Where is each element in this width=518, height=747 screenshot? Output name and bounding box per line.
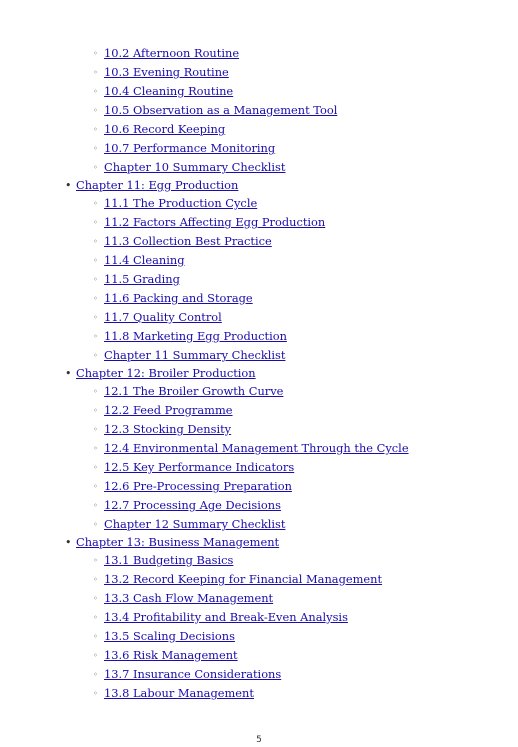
hollow-bullet-icon: ◦ [93, 163, 98, 172]
hollow-bullet-icon: ◦ [93, 613, 98, 622]
hollow-bullet-icon: ◦ [93, 256, 98, 265]
toc-link[interactable]: 12.3 Stocking Density [104, 422, 232, 436]
table-of-contents [0, 44, 518, 703]
hollow-bullet-icon: ◦ [93, 406, 98, 415]
toc-chapter-link[interactable]: Chapter 11: Egg Production [76, 178, 239, 192]
toc-link[interactable]: 13.4 Profitability and Break-Even Analysis [104, 610, 348, 624]
toc-link[interactable]: 11.1 The Production Cycle [104, 196, 258, 210]
toc-link[interactable]: 11.8 Marketing Egg Production [104, 329, 287, 343]
toc-link[interactable]: 13.2 Record Keeping for Financial Management [104, 572, 383, 586]
hollow-bullet-icon: ◦ [93, 632, 98, 641]
toc-link[interactable]: 10.4 Cleaning Routine [104, 84, 234, 98]
hollow-bullet-icon: ◦ [93, 275, 98, 284]
chapter-10-section-list [0, 44, 518, 177]
toc-link[interactable]: 11.2 Factors Affecting Egg Production [104, 215, 326, 229]
bullet-icon: • [65, 179, 72, 192]
toc-link[interactable]: 13.3 Cash Flow Management [104, 591, 274, 605]
bullet-icon: • [65, 367, 72, 380]
hollow-bullet-icon: ◦ [93, 651, 98, 660]
toc-link[interactable]: 10.7 Performance Monitoring [104, 141, 276, 155]
toc-entry-11-8 [0, 327, 518, 346]
hollow-bullet-icon: ◦ [93, 594, 98, 603]
hollow-bullet-icon: ◦ [93, 351, 98, 360]
hollow-bullet-icon: ◦ [93, 218, 98, 227]
toc-entry-11-1 [0, 194, 518, 213]
hollow-bullet-icon: ◦ [93, 444, 98, 453]
toc-entry-11-4 [0, 251, 518, 270]
hollow-bullet-icon: ◦ [93, 520, 98, 529]
toc-entry-10-2 [0, 44, 518, 63]
toc-entry-11-5 [0, 270, 518, 289]
toc-entry-12-6 [0, 477, 518, 496]
chapter-13-block [0, 534, 518, 703]
toc-link[interactable]: Chapter 12 Summary Checklist [104, 517, 286, 531]
toc-entry-13-3 [0, 589, 518, 608]
toc-chapter-link[interactable]: Chapter 13: Business Management [76, 535, 280, 549]
toc-link[interactable]: 12.7 Processing Age Decisions [104, 498, 281, 512]
toc-entry-11-7 [0, 308, 518, 327]
toc-entry-12-5 [0, 458, 518, 477]
toc-chapter-link[interactable]: Chapter 12: Broiler Production [76, 366, 256, 380]
toc-entry-10-7 [0, 139, 518, 158]
toc-entry-12-4 [0, 439, 518, 458]
toc-entry-13-5 [0, 627, 518, 646]
toc-link[interactable]: 12.6 Pre-Processing Preparation [104, 479, 292, 493]
hollow-bullet-icon: ◦ [93, 87, 98, 96]
toc-entry-11-2 [0, 213, 518, 232]
chapter-12-block [0, 365, 518, 534]
toc-link[interactable]: 13.8 Labour Management [104, 686, 254, 700]
toc-link[interactable]: 12.1 The Broiler Growth Curve [104, 384, 284, 398]
hollow-bullet-icon: ◦ [93, 463, 98, 472]
hollow-bullet-icon: ◦ [93, 425, 98, 434]
hollow-bullet-icon: ◦ [93, 387, 98, 396]
toc-link[interactable]: 13.7 Insurance Considerations [104, 667, 282, 681]
hollow-bullet-icon: ◦ [93, 199, 98, 208]
hollow-bullet-icon: ◦ [93, 556, 98, 565]
hollow-bullet-icon: ◦ [93, 237, 98, 246]
toc-link[interactable]: 12.2 Feed Programme [104, 403, 233, 417]
toc-chapter-11 [0, 177, 518, 194]
toc-entry-12-2 [0, 401, 518, 420]
hollow-bullet-icon: ◦ [93, 313, 98, 322]
toc-link[interactable]: 10.6 Record Keeping [104, 122, 226, 136]
toc-entry-10-5 [0, 101, 518, 120]
hollow-bullet-icon: ◦ [93, 68, 98, 77]
hollow-bullet-icon: ◦ [93, 49, 98, 58]
toc-entry-10-3 [0, 63, 518, 82]
toc-link[interactable]: Chapter 11 Summary Checklist [104, 348, 286, 362]
hollow-bullet-icon: ◦ [93, 689, 98, 698]
toc-entry-13-7 [0, 665, 518, 684]
hollow-bullet-icon: ◦ [93, 125, 98, 134]
toc-entry-13-6 [0, 646, 518, 665]
hollow-bullet-icon: ◦ [93, 670, 98, 679]
hollow-bullet-icon: ◦ [93, 332, 98, 341]
bullet-icon: • [65, 536, 72, 549]
toc-entry-10-summary [0, 158, 518, 177]
toc-chapter-13 [0, 534, 518, 551]
toc-link[interactable]: 11.5 Grading [104, 272, 180, 286]
toc-entry-12-summary [0, 515, 518, 534]
toc-link[interactable]: 12.4 Environmental Management Through the Cycle [104, 441, 409, 455]
toc-entry-11-3 [0, 232, 518, 251]
toc-entry-13-2 [0, 570, 518, 589]
toc-link[interactable]: 11.6 Packing and Storage [104, 291, 253, 305]
toc-entry-12-1 [0, 382, 518, 401]
toc-link[interactable]: 12.5 Key Performance Indicators [104, 460, 295, 474]
toc-entry-13-4 [0, 608, 518, 627]
toc-entry-11-6 [0, 289, 518, 308]
toc-link[interactable]: 10.3 Evening Routine [104, 65, 229, 79]
toc-link[interactable]: 13.1 Budgeting Basics [104, 553, 234, 567]
toc-entry-11-summary [0, 346, 518, 365]
toc-link[interactable]: 11.3 Collection Best Practice [104, 234, 272, 248]
page-number: 5 [256, 735, 262, 745]
toc-entry-13-1 [0, 551, 518, 570]
hollow-bullet-icon: ◦ [93, 575, 98, 584]
toc-entry-12-3 [0, 420, 518, 439]
toc-link[interactable]: 13.6 Risk Management [104, 648, 238, 662]
toc-chapter-12 [0, 365, 518, 382]
chapter-11-block [0, 177, 518, 365]
hollow-bullet-icon: ◦ [93, 144, 98, 153]
toc-entry-10-6 [0, 120, 518, 139]
toc-link[interactable]: Chapter 10 Summary Checklist [104, 160, 286, 174]
toc-entry-13-8 [0, 684, 518, 703]
toc-link[interactable]: 11.4 Cleaning [104, 253, 185, 267]
hollow-bullet-icon: ◦ [93, 106, 98, 115]
hollow-bullet-icon: ◦ [93, 294, 98, 303]
toc-link[interactable]: 10.2 Afternoon Routine [104, 46, 240, 60]
toc-entry-10-4 [0, 82, 518, 101]
toc-link[interactable]: 10.5 Observation as a Management Tool [104, 103, 338, 117]
hollow-bullet-icon: ◦ [93, 482, 98, 491]
toc-entry-12-7 [0, 496, 518, 515]
toc-link[interactable]: 11.7 Quality Control [104, 310, 222, 324]
hollow-bullet-icon: ◦ [93, 501, 98, 510]
toc-link[interactable]: 13.5 Scaling Decisions [104, 629, 235, 643]
